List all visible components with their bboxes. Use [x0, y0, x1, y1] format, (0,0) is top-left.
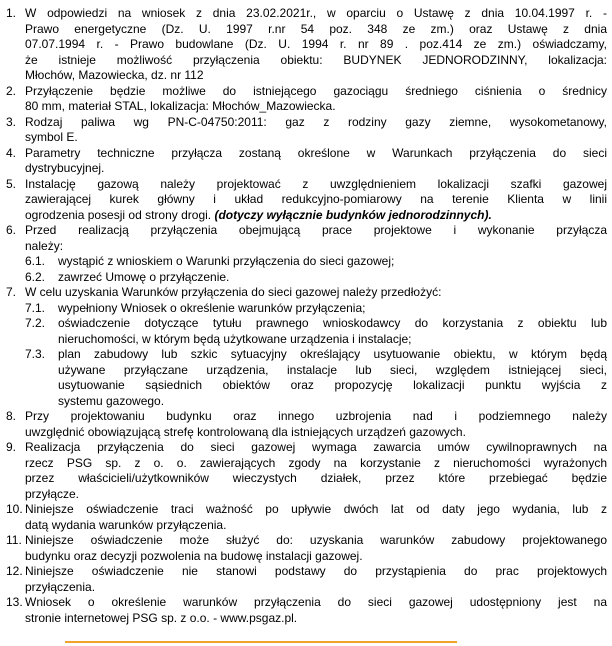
text-line: przyłącze. [25, 486, 80, 501]
list-item-3 [0, 115, 607, 146]
subitem-number: 7.1. [25, 300, 46, 315]
subitem-number: 7.3. [25, 347, 46, 361]
text-line: W celu uzyskania Warunków przyłączenia do sieci gazowej należy przedłożyć: [25, 285, 442, 299]
sub-item-7-3 [25, 347, 607, 409]
item-number: 2. [6, 83, 17, 98]
list-item-13 [0, 595, 607, 626]
text-line: uwzględnić obowiązującą strefę kontrolowaną dla istniejących urządzeń gazowych. [25, 424, 466, 439]
item-number: 13. [6, 595, 23, 609]
text-line: nieruchomości, w którym będą użytkowane urządzenia i instalacje; [58, 331, 412, 346]
item-number: 11. [6, 533, 22, 547]
text-line: Niniejsze oświadczenie może służyć do: uzyskania warunków zabudowy projektowanego [25, 533, 607, 547]
text-line: że istnieje możliwość przyłączenia obiektu: BUDYNEK JEDNORODZINNY, lokalizacja: [25, 52, 607, 67]
list-item-9 [0, 440, 607, 502]
text-line: zawierającej kurek główny i układ redukcyjno-pomiarowy na terenie Klienta w linii [25, 192, 607, 206]
list-item-12 [0, 564, 607, 595]
text-line: datą wydania warunków przyłączenia. [25, 517, 227, 532]
text-line: oświadczenie dotyczące tytułu prawnego wnioskodawcy do korzystania z obiektu lub [58, 316, 607, 330]
text-line: Przed realizacją przyłączenia obejmującą prace projektowe i wykonanie przyłącza [25, 223, 607, 237]
text-line: 07.07.1994 r. - Prawo budowlane (Dz. U. 1994 r. nr 89 . poz.414 ze zm.) oświadczamy, [25, 37, 607, 51]
sub-item-7-1 [25, 301, 607, 317]
text-segment: ogrodzenia posesji od strony drogi. [25, 207, 215, 222]
item-number: 5. [6, 176, 17, 191]
list-item-6 [0, 223, 607, 285]
text-line: należy: [25, 238, 64, 253]
text-line: 80 mm, materiał STAL, lokalizacja: Młochów_Mazowiecka. [25, 99, 336, 113]
text-line: Niniejsze oświadczenie nie stanowi podstawy do przystąpienia do prac projektowych [25, 564, 607, 578]
text-line: przyłączenia. [25, 579, 96, 594]
text-line [25, 208, 607, 224]
sub-item-6-1 [25, 254, 607, 270]
text-line: Realizacja przyłączenia do sieci gazowej wymaga zawarcia umów cywilnoprawnych na [25, 440, 607, 454]
text-line: Wniosek o określenie warunków przyłączenia do sieci gazowej udostępniony jest na [25, 595, 607, 609]
list-item-5 [0, 177, 607, 224]
sub-item-6-2 [25, 270, 607, 286]
text-line: wystąpić z wnioskiem o Warunki przyłączenia do sieci gazowej; [58, 254, 395, 268]
text-line: systemu gazowego. [58, 393, 165, 408]
subitem-number: 6.2. [25, 269, 46, 284]
list-item-4 [0, 146, 607, 177]
list-item-7 [0, 285, 607, 409]
item-number: 4. [6, 145, 17, 160]
text-line: zawrzeć Umowę o przyłączenie. [58, 269, 230, 284]
text-line: symbol E. [25, 130, 78, 144]
text-line: plan zabudowy lub szkic sytuacyjny określający usytuowanie obiektu, w którym będą [58, 347, 607, 361]
item-number: 1. [6, 6, 17, 20]
item-number: 3. [6, 114, 17, 129]
text-line: Przyłączenie będzie możliwe do istniejącego gazociągu średniego ciśnienia o średnicy [25, 83, 607, 98]
text-line: Parametry techniczne przyłącza zostaną określone w Warunkach przyłączenia do sieci [25, 145, 607, 160]
text-line: usytuowanie sąsiednich obiektów oraz propozycję lokalizacji punktu wyjścia z [58, 378, 607, 392]
highlight-underline [65, 641, 457, 643]
list-item-8 [0, 409, 607, 440]
list-item-1 [0, 6, 607, 84]
item-number: 9. [6, 440, 17, 454]
text-line: Instalację gazową należy projektować z uwzględnieniem lokalizacji szafki gazowej [25, 176, 607, 191]
text-line: rzecz PSG sp. z o. o. zawierających zgody na korzystanie z nieruchomości wyrażonych [25, 455, 607, 470]
list-item-2 [0, 84, 607, 115]
subitem-number: 7.2. [25, 316, 46, 330]
item-number: 8. [6, 409, 17, 423]
text-line: wypełniony Wniosek o określenie warunków przyłączenia; [58, 300, 366, 315]
text-line: Prawo energetyczne (Dz. U. 1997 r.nr 54 poz. 348 ze zm.) oraz Ustawę z dnia [25, 21, 607, 36]
text-line: W odpowiedzi na wniosek z dnia 23.02.2021r., w oparciu o Ustawę z dnia 10.04.1997 r. - [25, 6, 607, 20]
sub-item-7-2 [25, 316, 607, 347]
item-number: 6. [6, 223, 17, 237]
text-line: budynku oraz decyzji pozwolenia na budowę instalacji gazowej. [25, 548, 363, 563]
text-line: Przy projektowaniu budynku oraz innego uzbrojenia nad i podziemnego należy [25, 409, 607, 423]
text-line: Młochów, Mazowiecka, dz. nr 112 [25, 68, 204, 82]
italic-note: (dotyczy wyłącznie budynków jednorodzinnych). [214, 207, 492, 222]
text-line: dystrybucyjnej. [25, 161, 105, 175]
list-item-10 [0, 502, 607, 533]
item-number: 12. [6, 564, 23, 578]
text-line: stronie internetowej PSG sp. z o.o. - www.psgaz.pl. [25, 610, 298, 625]
text-line: przez właścicieli/użytkowników wieczystych działek, przez które przebiegać będzie [25, 471, 607, 485]
item-number: 10. [6, 502, 23, 516]
text-line: używane przyłączane urządzenia, instalacje lub sieci, względem istniejącej sieci, [58, 362, 607, 377]
subitem-number: 6.1. [25, 254, 46, 268]
text-line: Niniejsze oświadczenie traci ważność po upływie dwóch lat od daty jego wydania, lub z [25, 502, 607, 516]
list-item-11 [0, 533, 607, 564]
item-number: 7. [6, 285, 17, 299]
text-line: Rodzaj paliwa wg PN-C-04750:2011: gaz z rodziny gazy ziemne, wysokometanowy, [25, 114, 607, 129]
